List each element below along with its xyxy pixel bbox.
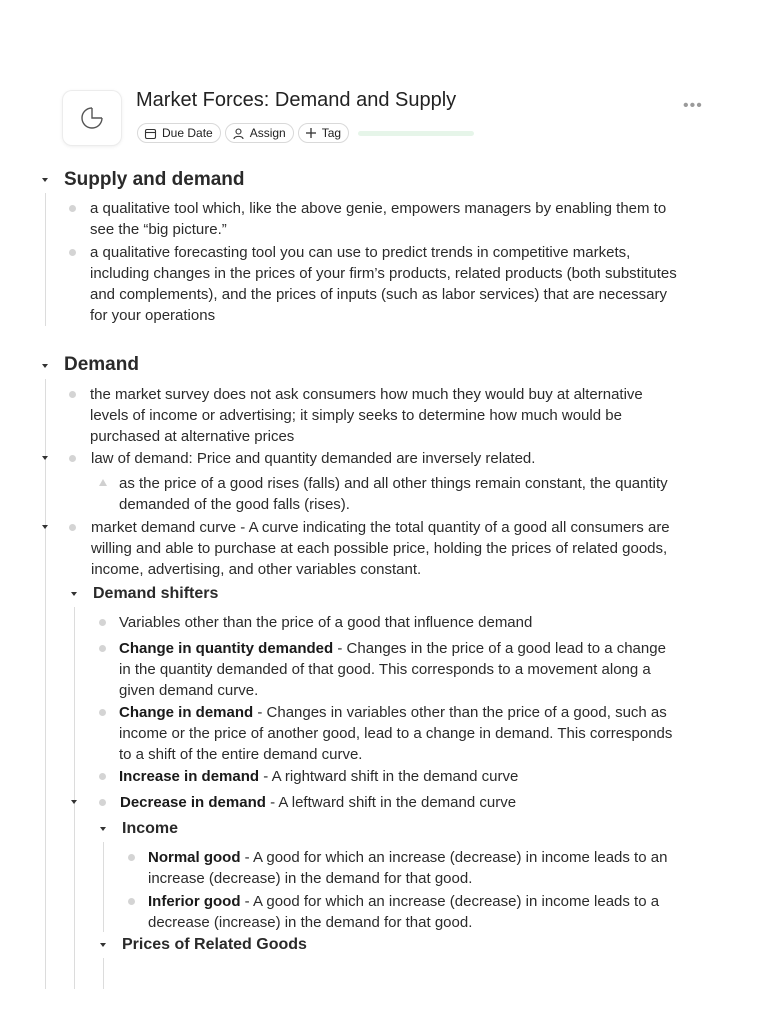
outline-guide-line [45, 193, 46, 326]
tag-button[interactable] [298, 123, 349, 143]
collapse-caret-icon[interactable] [42, 456, 48, 460]
term-description: - A rightward shift in the demand curve [259, 768, 519, 785]
property-chips [137, 123, 474, 143]
bullet-icon[interactable] [69, 249, 76, 256]
bullet-icon[interactable] [99, 773, 106, 780]
bullet-icon[interactable] [128, 854, 135, 861]
heading-supply-and-demand: Supply and demand [64, 169, 245, 190]
list-item: a qualitative forecasting tool you can use to predict trends in competitive markets, including changes in the prices of your firm’s products, related products (both substitutes and complements), and the prices of inputs (such as labor services) that are necessary for your operations [90, 244, 677, 324]
term-description: - A good for which an increase (decrease) in income leads to a decrease (increase) in the demand for that good. [148, 893, 660, 931]
list-item [119, 766, 679, 787]
term: Normal good [148, 849, 241, 866]
due-date-button[interactable] [137, 123, 221, 143]
collapse-caret-icon[interactable] [100, 827, 106, 831]
calendar-icon [144, 127, 157, 140]
assign-button[interactable] [225, 123, 294, 143]
list-item [120, 792, 680, 813]
progress-bar [358, 131, 474, 136]
document-glyph-icon [79, 105, 105, 131]
collapse-caret-icon[interactable] [100, 943, 106, 947]
outline-guide-line [45, 379, 46, 989]
outline-guide-line [103, 842, 104, 932]
term: Increase in demand [119, 768, 260, 785]
bullet-icon[interactable] [128, 898, 135, 905]
more-options-icon[interactable]: ••• [683, 97, 703, 114]
triangle-bullet-icon[interactable] [99, 479, 107, 486]
heading-income: Income [122, 820, 179, 837]
term: Inferior good [148, 893, 241, 910]
tag-label: Tag [321, 126, 342, 140]
collapse-caret-icon[interactable] [42, 364, 48, 368]
heading-demand-shifters: Demand shifters [93, 585, 219, 602]
bullet-icon[interactable] [69, 524, 76, 531]
page-title[interactable]: Market Forces: Demand and Supply [136, 89, 457, 111]
heading-prices-of-related-goods: Prices of Related Goods [122, 936, 307, 953]
term: Decrease in demand [120, 794, 266, 811]
bullet-icon[interactable] [99, 799, 106, 806]
assign-label: Assign [249, 126, 286, 140]
bullet-icon[interactable] [99, 645, 106, 652]
collapse-caret-icon[interactable] [71, 800, 77, 804]
collapse-caret-icon[interactable] [42, 178, 48, 182]
bullet-icon[interactable] [69, 205, 76, 212]
due-date-label: Due Date [162, 126, 213, 140]
term: Change in quantity demanded [119, 640, 334, 657]
bullet-icon[interactable] [99, 619, 106, 626]
term-description: - Changes in the price of a good lead to a change in the quantity demanded of that good. This corresponds to a movement along a given demand curve. [119, 640, 666, 699]
list-item [148, 891, 678, 933]
list-item [119, 702, 679, 765]
list-item [119, 638, 679, 701]
term: Change in demand [119, 704, 254, 721]
person-icon [232, 127, 245, 140]
term-description: - A good for which an increase (decrease) in income leads to an increase (decrease) in the demand for that good. [148, 849, 668, 887]
heading-demand: Demand [64, 354, 139, 375]
bullet-icon[interactable] [69, 455, 76, 462]
document-icon[interactable] [63, 91, 121, 145]
list-item: a qualitative tool which, like the above genie, empowers managers by enabling them to see the “big picture.” [90, 200, 667, 238]
list-item: market demand curve - A curve indicating the total quantity of a good all consumers are willing and able to purchase at each possible price, holding the prices of related goods, income, advertising, and other variables constant. [91, 519, 670, 578]
plus-icon [305, 127, 317, 139]
collapse-caret-icon[interactable] [42, 525, 48, 529]
list-item: as the price of a good rises (falls) and all other things remain constant, the quantity demanded of the good falls (rises). [119, 475, 668, 513]
term-description: - A leftward shift in the demand curve [265, 794, 517, 811]
bullet-icon[interactable] [69, 391, 76, 398]
outline-guide-line [74, 607, 75, 989]
term-description: - Changes in variables other than the price of a good, such as income or the price of another good, lead to a change in demand. This corresponds to a shift of the entire demand curve. [119, 704, 673, 763]
list-item: Variables other than the price of a good that influence demand [119, 614, 533, 631]
collapse-caret-icon[interactable] [71, 592, 77, 596]
outline-guide-line [103, 958, 104, 989]
list-item [148, 847, 678, 889]
list-item: the market survey does not ask consumers how much they would buy at alternative levels of income or advertising; it simply seeks to determine how much would be purchased at alternative prices [90, 386, 643, 445]
bullet-icon[interactable] [99, 709, 106, 716]
list-item: law of demand: Price and quantity demanded are inversely related. [91, 450, 536, 467]
